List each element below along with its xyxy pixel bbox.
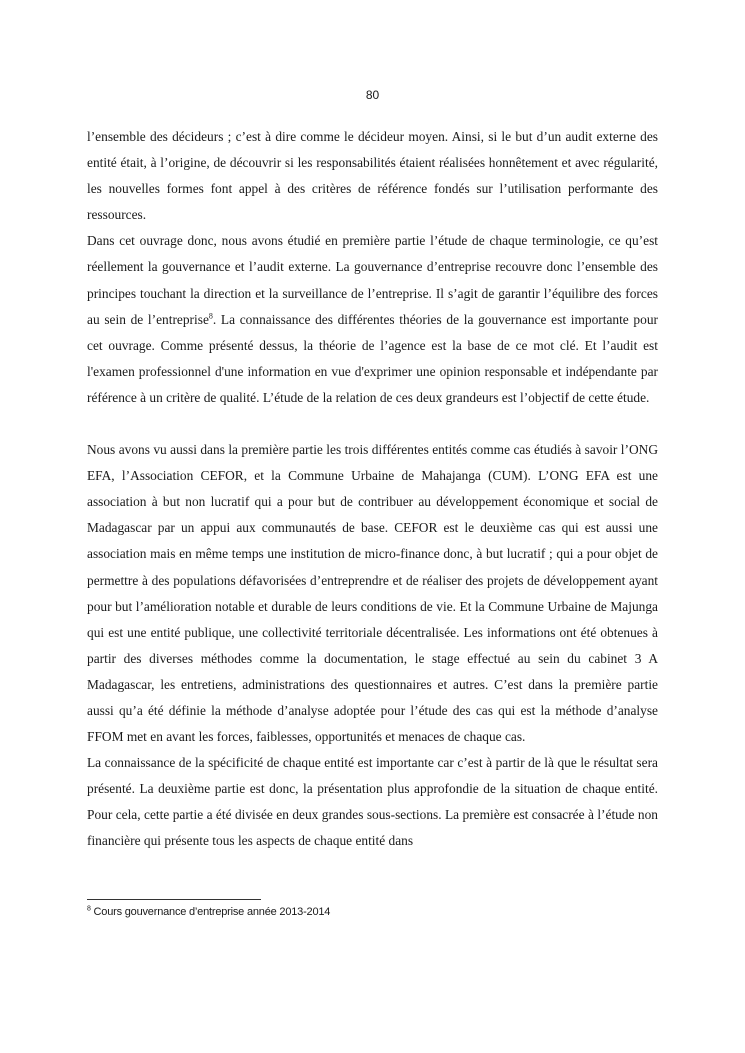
- footnote-reference[interactable]: 8: [208, 311, 213, 321]
- body-text: [87, 124, 658, 855]
- page-number: 80: [365, 88, 380, 102]
- footnote-separator: [87, 899, 261, 900]
- footnote-text: Cours gouvernance d’entreprise année 2013-2014: [90, 906, 331, 918]
- paragraph-4: La connaissance de la spécificité de chaque entité est importante car c’est à partir de là que le résultat sera présenté. La deuxième partie est donc, la présentation plus approfondie de la situation de chaque entité. Pour cela, cette partie a été divisée en deux grandes sous-sections. La première est consacrée à l’étude non financière qui présente tous les aspects de chaque entité dans: [87, 755, 658, 849]
- footnote: [87, 906, 330, 918]
- paragraph-1: l’ensemble des décideurs ; c’est à dire comme le décideur moyen. Ainsi, si le but d’un audit externe des entité était, à l’origine, de découvrir si les responsabilités étaient réalisées honnêtement et avec régularité, les nouvelles formes font appel à des critères de référence fondés sur l’utilisation performante des ressources.: [87, 129, 658, 223]
- footnote-marker: 8: [87, 905, 91, 913]
- paragraph-2-continuation: . La connaissance des différentes théories de la gouvernance est importante pour cet ouvrage. Comme présenté dessus, la théorie de l’agence est la base de ce mot clé. Et l’audit est l'examen professionnel d'une information en vue d'exprimer une opinion responsable et indépendante par référence à un critère de qualité. L’étude de la relation de ces deux grandeurs est l’objectif de cette étude.: [87, 311, 658, 405]
- paragraph-2-text: Dans cet ouvrage donc, nous avons étudié en première partie l’étude de chaque terminologie, ce qu’est réellement la gouvernance et l’audit externe. La gouvernance d’entreprise recouvre donc l’ensemble des principes touchant la direction et la surveillance de l’entreprise. Il s’agit de garantir l’équilibre des forces au sein de l’entreprise: [87, 233, 658, 327]
- paragraph-2: [87, 228, 658, 411]
- paragraph-3: Nous avons vu aussi dans la première partie les trois différentes entités comme cas étudiés à savoir l’ONG EFA, l’Association CEFOR, et la Commune Urbaine de Mahajanga (CUM). L’ONG EFA est une association à but non lucratif qui a pour but de contribuer au développement économique et social de Madagascar par un appui aux communautés de base. CEFOR est le deuxième cas qui est aussi une association mais en même temps une institution de micro-finance donc, à but lucratif ; qui a pour objet de permettre à des populations défavorisées d’entreprendre et de réaliser des projets de développement ayant pour but l’amélioration notable et durable de leurs conditions de vie. Et la Commune Urbaine de Majunga qui est une entité publique, une collectivité territoriale décentralisée. Les informations ont été obtenues à partir des diverses méthodes comme la documentation, le stage effectué au sein du cabinet 3 A Madagascar, les entretiens, administrations des questionnaires et autres. C’est dans la première partie aussi qu’a été définie la méthode d’analyse adoptée pour l’étude des cas qui est la méthode d’analyse FFOM met en avant les forces, faiblesses, opportunités et menaces de chaque cas.: [87, 442, 658, 745]
